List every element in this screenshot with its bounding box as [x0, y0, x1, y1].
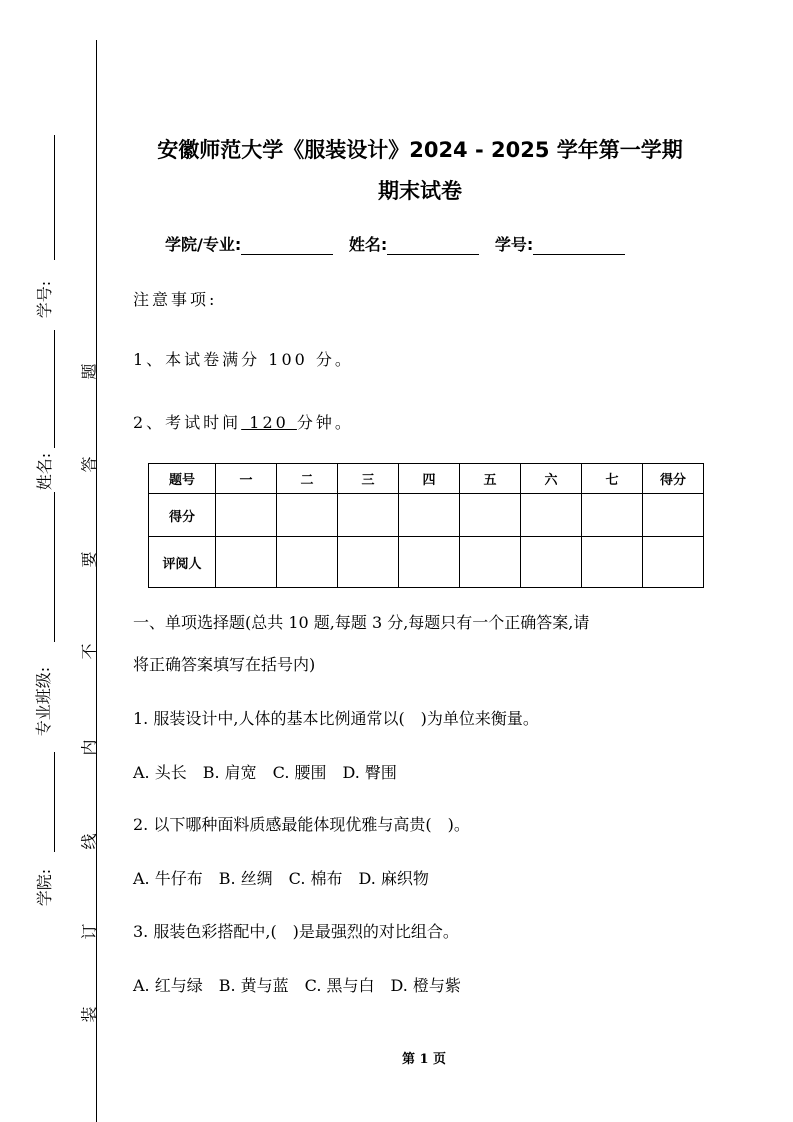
table-header-cell: 一	[216, 464, 277, 494]
note-2-post: 分钟。	[296, 413, 354, 432]
name-label: 姓名:	[348, 235, 388, 254]
college-label: 学院/专业:	[165, 235, 242, 254]
note-item-2	[133, 410, 354, 433]
score-cell[interactable]	[460, 494, 521, 537]
table-header-row	[149, 464, 704, 494]
college-field[interactable]	[241, 238, 333, 255]
margin-id-label: 学号:	[35, 280, 55, 319]
name-blank-line	[54, 330, 55, 448]
id-field[interactable]	[533, 238, 625, 255]
table-header-cell: 四	[399, 464, 460, 494]
binding-char: 要	[79, 551, 99, 568]
table-header-cell: 题号	[149, 464, 216, 494]
table-row	[149, 494, 704, 537]
grader-cell[interactable]	[399, 537, 460, 588]
notes-heading: 注意事项:	[133, 290, 218, 309]
margin-class-label: 专业班级:	[34, 666, 54, 737]
binding-char: 题	[79, 363, 99, 380]
id-label: 学号:	[494, 235, 534, 254]
question-1: 1. 服装设计中,人体的基本比例通常以( )为单位来衡量。	[133, 709, 539, 728]
grader-cell[interactable]	[521, 537, 582, 588]
section-1-instructions: 一、单项选择题(总共 10 题,每题 3 分,每题只有一个正确答案,请	[133, 613, 590, 632]
score-cell[interactable]	[277, 494, 338, 537]
college-blank-line	[54, 752, 55, 852]
grader-cell[interactable]	[643, 537, 704, 588]
class-blank-line	[54, 492, 55, 642]
table-header-cell: 得分	[643, 464, 704, 494]
score-cell[interactable]	[521, 494, 582, 537]
row-label: 评阅人	[149, 537, 216, 588]
grader-cell[interactable]	[582, 537, 643, 588]
table-header-cell: 七	[582, 464, 643, 494]
note-item-1: 1、本试卷满分 100 分。	[133, 350, 354, 369]
table-header-cell: 六	[521, 464, 582, 494]
score-cell[interactable]	[216, 494, 277, 537]
note-2-pre: 2、考试时间	[133, 413, 242, 432]
question-1-options: A. 头长 B. 肩宽 C. 腰围 D. 臀围	[133, 763, 397, 782]
grader-cell[interactable]	[277, 537, 338, 588]
score-cell[interactable]	[338, 494, 399, 537]
section-1-instructions-cont: 将正确答案填写在括号内)	[133, 655, 316, 674]
table-header-cell: 二	[277, 464, 338, 494]
score-cell[interactable]	[582, 494, 643, 537]
margin-college-label: 学院:	[35, 868, 55, 907]
binding-char: 装	[79, 1006, 99, 1023]
name-field[interactable]	[387, 238, 479, 255]
question-2: 2. 以下哪种面料质感最能体现优雅与高贵( )。	[133, 815, 470, 834]
question-3-options: A. 红与绿 B. 黄与蓝 C. 黑与白 D. 橙与紫	[133, 976, 461, 995]
table-header-cell: 五	[460, 464, 521, 494]
grader-cell[interactable]	[460, 537, 521, 588]
question-2-options: A. 牛仔布 B. 丝绸 C. 棉布 D. 麻织物	[133, 869, 429, 888]
binding-char: 不	[79, 643, 99, 660]
student-info-line	[165, 232, 635, 255]
exam-duration: 120	[241, 413, 297, 432]
score-cell[interactable]	[399, 494, 460, 537]
grader-cell[interactable]	[216, 537, 277, 588]
table-row	[149, 537, 704, 588]
binding-char: 答	[79, 456, 99, 473]
binding-char: 订	[79, 923, 99, 940]
binding-char: 内	[79, 739, 99, 756]
page-number: 第 1 页	[401, 1052, 447, 1067]
binding-char: 线	[79, 833, 99, 850]
question-3: 3. 服装色彩搭配中,( )是最强烈的对比组合。	[133, 922, 459, 941]
exam-subtitle: 期末试卷	[378, 179, 462, 203]
table-header-cell: 三	[338, 464, 399, 494]
row-label: 得分	[149, 494, 216, 537]
grader-cell[interactable]	[338, 537, 399, 588]
margin-name-label: 姓名:	[35, 452, 55, 491]
score-table	[148, 463, 704, 588]
score-cell[interactable]	[643, 494, 704, 537]
exam-title: 安徽师范大学《服装设计》2024 - 2025 学年第一学期	[157, 138, 683, 162]
